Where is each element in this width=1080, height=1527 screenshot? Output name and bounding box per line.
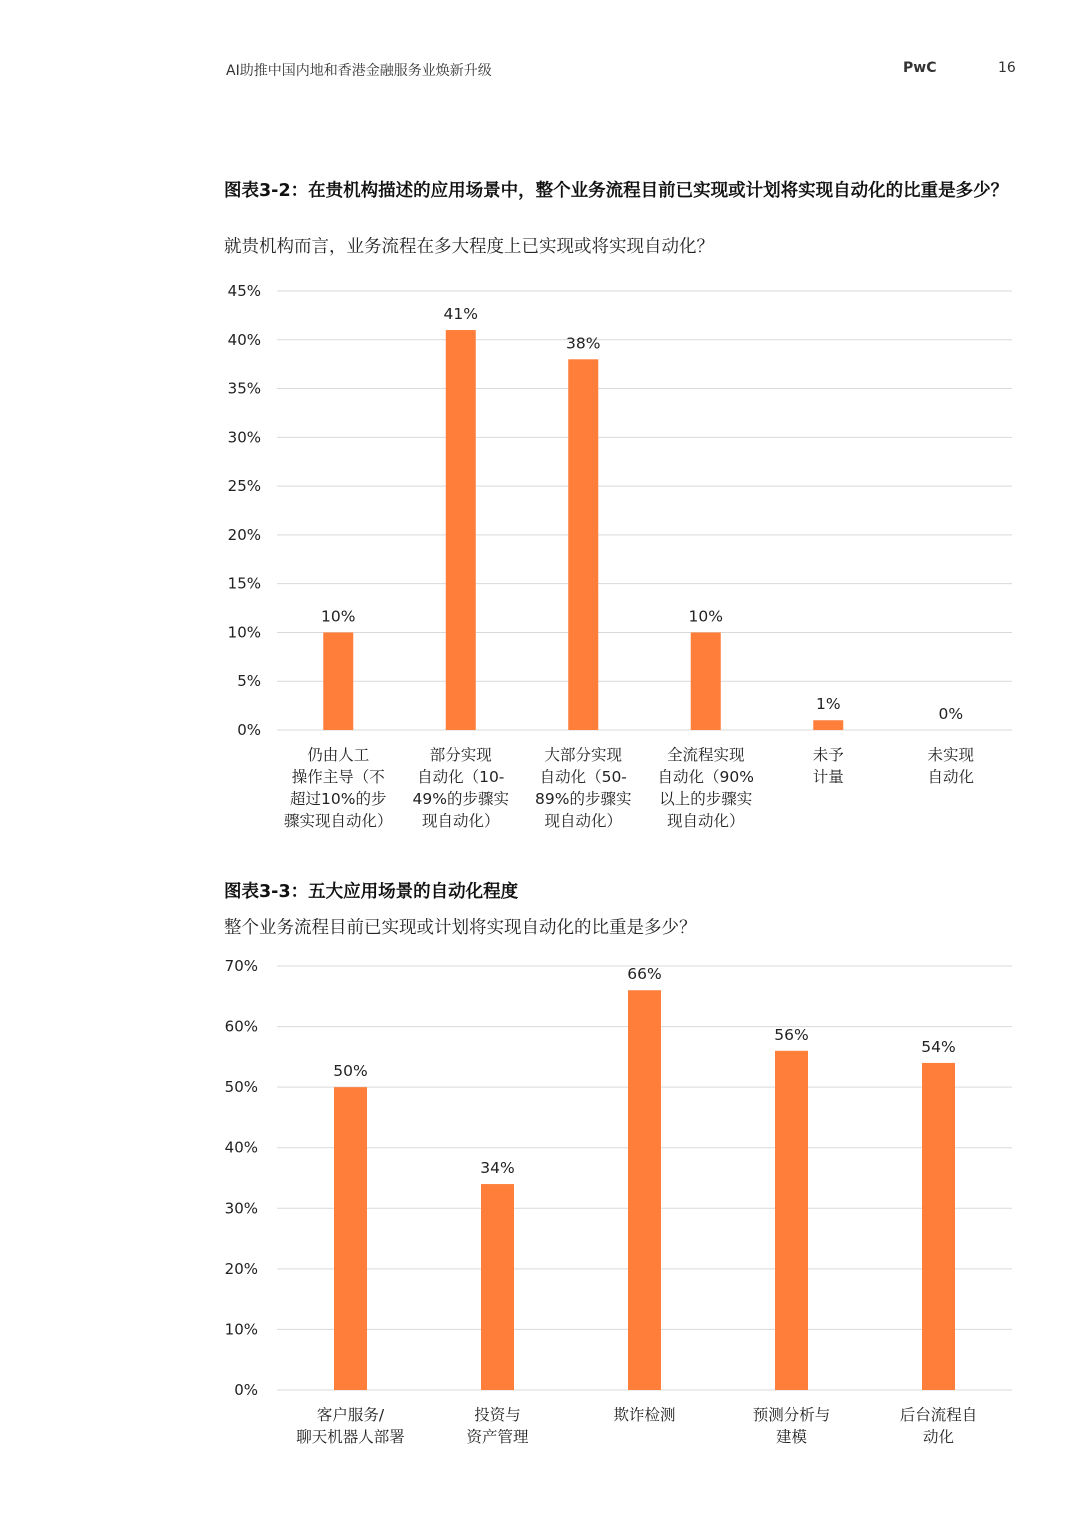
bars [334, 990, 955, 1390]
category-label-line: 后台流程自 [899, 1406, 978, 1424]
data-label: 50% [333, 1062, 368, 1081]
y-tick-label: 20% [227, 525, 261, 544]
category-label-line: 客户服务/ [316, 1406, 385, 1424]
category-label-line: 自动化（90% [657, 768, 754, 786]
category-label-line: 聊天机器人部署 [296, 1428, 405, 1446]
figure-3-2-title: 图表3-2：在贵机构描述的应用场景中，整个业务流程目前已实现或计划将实现自动化的比重是多少？ [224, 181, 1009, 201]
category-label-line: 资产管理 [466, 1428, 529, 1446]
category-label-line: 大部分实现 [544, 746, 623, 764]
category-label [613, 1406, 675, 1424]
use-case-automation-bar-chart [0, 950, 1080, 1470]
category-label-line: 未实现 [927, 746, 975, 764]
bar [481, 1184, 514, 1390]
y-tick-label: 35% [227, 379, 261, 398]
category-label-line: 以上的步骤实 [659, 790, 753, 808]
category-label-line: 自动化（50- [539, 768, 627, 786]
data-label: 66% [627, 965, 662, 984]
data-label: 10% [688, 607, 723, 626]
bar [813, 720, 843, 730]
bar [628, 990, 661, 1390]
bar [334, 1087, 367, 1390]
figure-3-2-subtitle: 就贵机构而言，业务流程在多大程度上已实现或将实现自动化？ [224, 237, 714, 257]
category-label-line: 全流程实现 [666, 746, 745, 764]
y-tick-label: 5% [237, 672, 261, 691]
category-label-line: 投资与 [474, 1406, 521, 1424]
y-tick-label: 50% [224, 1078, 258, 1097]
y-tick-label: 60% [224, 1017, 258, 1036]
category-label-line: 部分实现 [429, 746, 492, 764]
x-axis-category-labels [296, 1406, 977, 1446]
category-label [466, 1406, 529, 1446]
header-report-title: AI助推中国内地和香港金融服务业焕新升级 [226, 63, 492, 79]
data-label: 41% [443, 305, 478, 324]
bar [922, 1063, 955, 1390]
x-axis-category-labels [284, 746, 974, 830]
header-brand-logo: PwC [903, 60, 937, 76]
y-axis-ticks [225, 957, 258, 1399]
y-tick-label: 10% [227, 623, 261, 642]
data-label: 56% [774, 1025, 809, 1044]
y-tick-label: 25% [227, 477, 261, 496]
category-label-line: 动化 [922, 1428, 955, 1446]
gridlines [277, 291, 1012, 730]
category-label-line: 超过10%的步 [290, 790, 387, 808]
category-label-line: 自动化 [927, 768, 975, 786]
y-tick-label: 30% [224, 1199, 258, 1218]
category-label [296, 1406, 405, 1446]
y-tick-label: 10% [224, 1320, 258, 1339]
category-label-line: 计量 [812, 768, 844, 786]
category-label-line: 自动化（10- [417, 768, 505, 786]
category-label-line: 现自动化） [666, 812, 745, 830]
data-label: 34% [480, 1159, 515, 1178]
data-label: 54% [921, 1037, 956, 1056]
bar [691, 632, 721, 730]
y-tick-label: 40% [227, 330, 261, 349]
category-label-line: 建模 [775, 1428, 808, 1446]
figure-3-3-title: 图表3-3：五大应用场景的自动化程度 [224, 882, 519, 902]
bar [323, 632, 353, 730]
figure-3-3-subtitle: 整个业务流程目前已实现或计划将实现自动化的比重是多少？ [224, 918, 697, 938]
category-label [658, 746, 754, 830]
y-tick-label: 70% [224, 957, 258, 975]
category-label [813, 746, 844, 786]
category-label-line: 预测分析与 [752, 1406, 831, 1424]
category-label-line: 欺诈检测 [613, 1406, 676, 1424]
y-axis-ticks [228, 282, 261, 739]
data-label: 0% [938, 705, 964, 723]
category-label [900, 1406, 978, 1446]
category-label-line: 骤实现自动化） [283, 812, 393, 830]
bar [446, 330, 476, 730]
y-tick-label: 45% [227, 282, 261, 300]
category-label-line: 操作主导（不 [291, 768, 385, 786]
category-label [753, 1406, 831, 1446]
y-tick-label: 0% [234, 1381, 258, 1399]
header-page-number: 16 [998, 60, 1016, 76]
data-labels [321, 305, 963, 723]
category-label [284, 746, 393, 830]
category-label [927, 746, 974, 786]
category-label-line: 现自动化） [544, 812, 623, 830]
category-label-line: 49%的步骤实 [412, 790, 509, 808]
y-tick-label: 15% [227, 574, 261, 593]
y-tick-label: 20% [224, 1259, 258, 1278]
category-label-line: 现自动化） [421, 812, 500, 830]
y-tick-label: 40% [224, 1138, 258, 1157]
y-tick-label: 0% [237, 721, 261, 739]
bar [775, 1051, 808, 1390]
bar [568, 359, 598, 730]
category-label [535, 746, 631, 830]
automation-share-bar-chart [0, 270, 1080, 870]
data-label: 10% [321, 607, 356, 626]
data-label: 1% [815, 695, 841, 714]
y-tick-label: 30% [227, 428, 261, 447]
data-label: 38% [566, 334, 601, 353]
category-label-line: 仍由人工 [307, 746, 370, 764]
category-label-line: 未予 [812, 746, 844, 764]
category-label [413, 746, 509, 830]
bars [323, 330, 843, 730]
category-label-line: 89%的步骤实 [535, 790, 632, 808]
